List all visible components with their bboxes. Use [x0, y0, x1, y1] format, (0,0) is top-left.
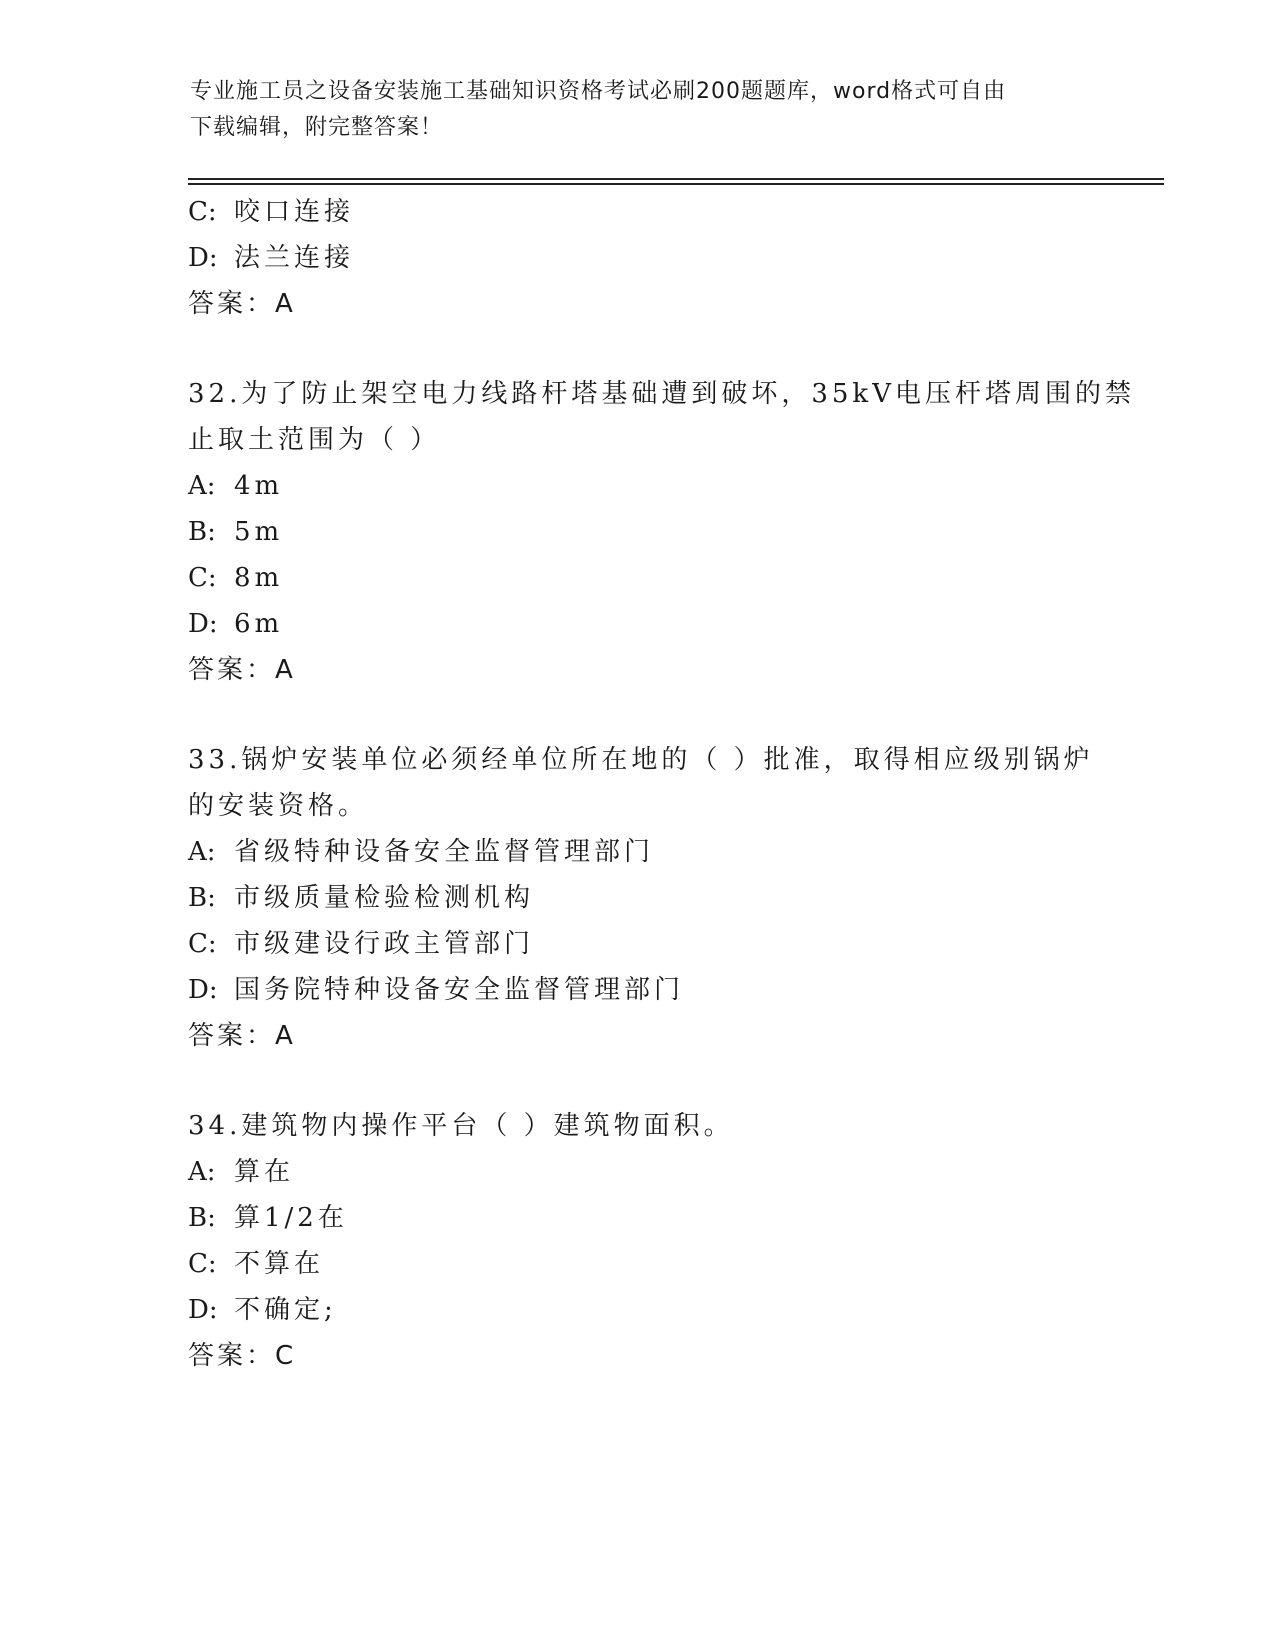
header-rule-top — [188, 178, 1164, 180]
question-list — [188, 189, 1148, 1379]
header-line-2: 下载编辑，附完整答案！ — [190, 115, 444, 140]
option-c: C: 8m — [188, 563, 284, 593]
question-text-line: 33.锅炉安装单位必须经单位所在地的（ ）批准，取得相应级别锅炉 — [188, 745, 1094, 775]
question-text-line: 止取土范围为（ ） — [188, 425, 441, 455]
option-d: D: 国务院特种设备安全监督管理部门 — [188, 975, 685, 1005]
question-32 — [188, 371, 1148, 693]
answer-line: 答案：C — [188, 1341, 297, 1371]
option-b: B: 算1/2在 — [188, 1203, 348, 1233]
option-a: A: 算在 — [188, 1157, 295, 1187]
question-text-line: 的安装资格。 — [188, 791, 369, 821]
option-d: D: 法兰连接 — [188, 243, 355, 273]
question-34 — [188, 1103, 1148, 1379]
answer-line: 答案：A — [188, 1021, 296, 1051]
answer-line: 答案：A — [188, 289, 296, 319]
document-header — [190, 74, 1090, 146]
option-d: D: 6m — [188, 609, 284, 639]
header-line-1: 专业施工员之设备安装施工基础知识资格考试必刷200题题库，word格式可自由 — [190, 79, 1007, 104]
option-b: B: 市级质量检验检测机构 — [188, 883, 535, 913]
header-rule-bottom — [188, 183, 1164, 185]
option-b: B: 5m — [188, 517, 284, 547]
question-text-line: 32.为了防止架空电力线路杆塔基础遭到破坏，35kV电压杆塔周围的禁 — [188, 379, 1135, 409]
previous-question-tail — [188, 189, 1148, 327]
option-d: D: 不确定; — [188, 1295, 337, 1325]
answer-line: 答案：A — [188, 655, 296, 685]
question-33 — [188, 737, 1148, 1059]
option-a: A: 省级特种设备安全监督管理部门 — [188, 837, 655, 867]
option-c: C: 咬口连接 — [188, 197, 355, 227]
option-a: A: 4m — [188, 471, 284, 501]
option-c: C: 市级建设行政主管部门 — [188, 929, 535, 959]
option-c: C: 不算在 — [188, 1249, 325, 1279]
question-text-line: 34.建筑物内操作平台（ ）建筑物面积。 — [188, 1111, 734, 1141]
